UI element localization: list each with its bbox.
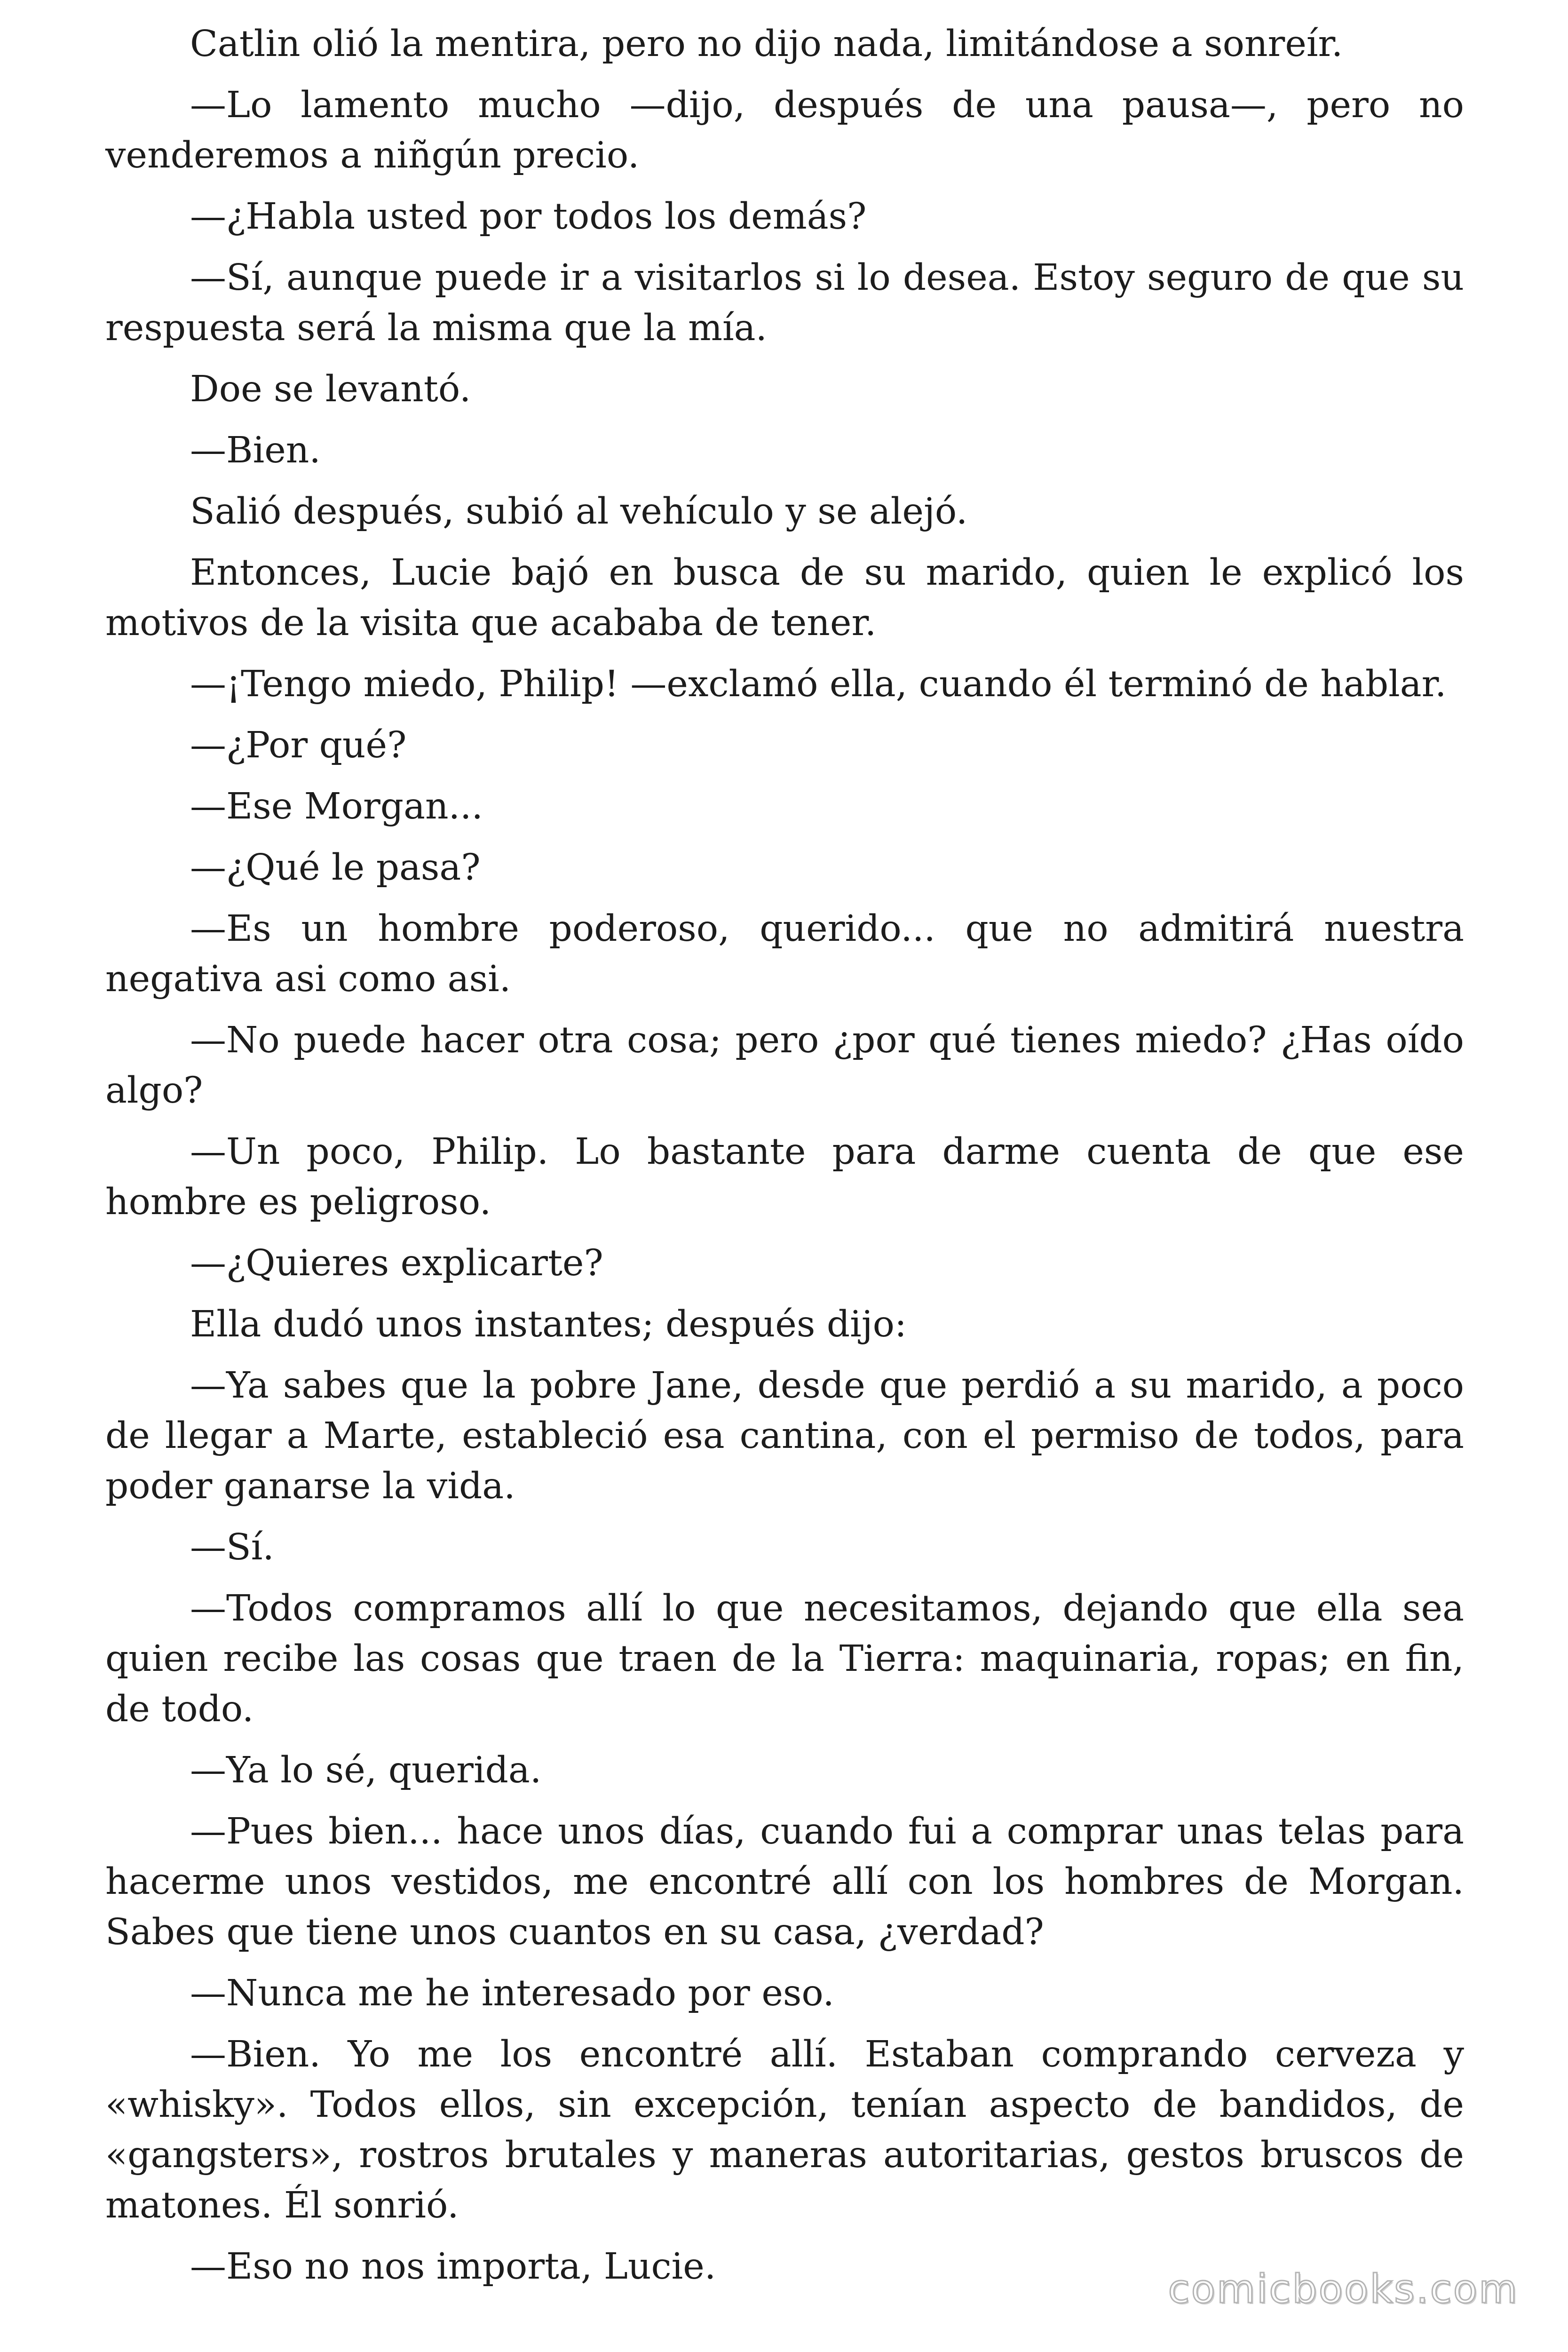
paragraph: —¡Tengo miedo, Philip! —exclamó ella, cuando él terminó de hablar. [190, 663, 1447, 705]
paragraph: —Sí. [190, 1526, 274, 1568]
paragraph: —Pues bien... hace unos días, cuando fui a comprar unas telas para hacerme unos vestidos, me encontré allí con los hombres de Morgan. Sabes que tiene unos cuantos en su casa, ¿verdad? [105, 1811, 1464, 1953]
paragraph: Salió después, subió al vehículo y se alejó. [190, 491, 968, 532]
paragraph: —Eso no nos importa, Lucie. [190, 2246, 716, 2288]
paragraph: —Todos compramos allí lo que necesitamos, dejando que ella sea quien recibe las cosas que traen de la Tierra: maquinaria, ropas; en fin, de todo. [105, 1588, 1464, 1730]
paragraph: —¿Habla usted por todos los demás? [190, 196, 867, 238]
paragraph: —Bien. [190, 429, 321, 471]
paragraph: —No puede hacer otra cosa; pero ¿por qué tienes miedo? ¿Has oído algo? [105, 1019, 1464, 1112]
paragraph: —Ese Morgan... [190, 786, 483, 827]
paragraph: —¿Qué le pasa? [190, 847, 481, 889]
watermark: comicbooks.com [1168, 2266, 1519, 2312]
paragraph: —Ya sabes que la pobre Jane, desde que perdió a su marido, a poco de llegar a Marte, estableció esa cantina, con el permiso de todos, para poder ganarse la vida. [105, 1365, 1464, 1507]
paragraph: —Nunca me he interesado por eso. [190, 1972, 834, 2014]
paragraph: —Un poco, Philip. Lo bastante para darme cuenta de que ese hombre es peligroso. [105, 1131, 1464, 1223]
paragraph: Doe se levantó. [190, 368, 471, 410]
paragraph: —Es un hombre poderoso, querido... que no admitirá nuestra negativa asi como asi. [105, 908, 1464, 1000]
paragraph: Entonces, Lucie bajó en busca de su marido, quien le explicó los motivos de la visita que acababa de tener. [105, 552, 1464, 644]
paragraph: Ella dudó unos instantes; después dijo: [190, 1303, 907, 1345]
paragraph: Catlin olió la mentira, pero no dijo nada, limitándose a sonreír. [190, 23, 1343, 65]
paragraph: —Lo lamento mucho —dijo, después de una pausa—, pero no venderemos a niñgún precio. [105, 84, 1464, 176]
paragraph: —Sí, aunque puede ir a visitarlos si lo desea. Estoy seguro de que su respuesta será la misma que la mía. [105, 257, 1464, 349]
paragraph: —Bien. Yo me los encontré allí. Estaban comprando cerveza y «whisky». Todos ellos, sin excepción, tenían aspecto de bandidos, de «gangsters», rostros brutales y maneras autoritarias, gestos bruscos de matones. Él sonrió. [105, 2034, 1464, 2226]
paragraph: —Ya lo sé, querida. [190, 1749, 542, 1791]
document-page [105, 19, 1464, 2352]
paragraph: —¿Quieres explicarte? [190, 1242, 603, 1284]
paragraph: —¿Por qué? [190, 724, 407, 766]
